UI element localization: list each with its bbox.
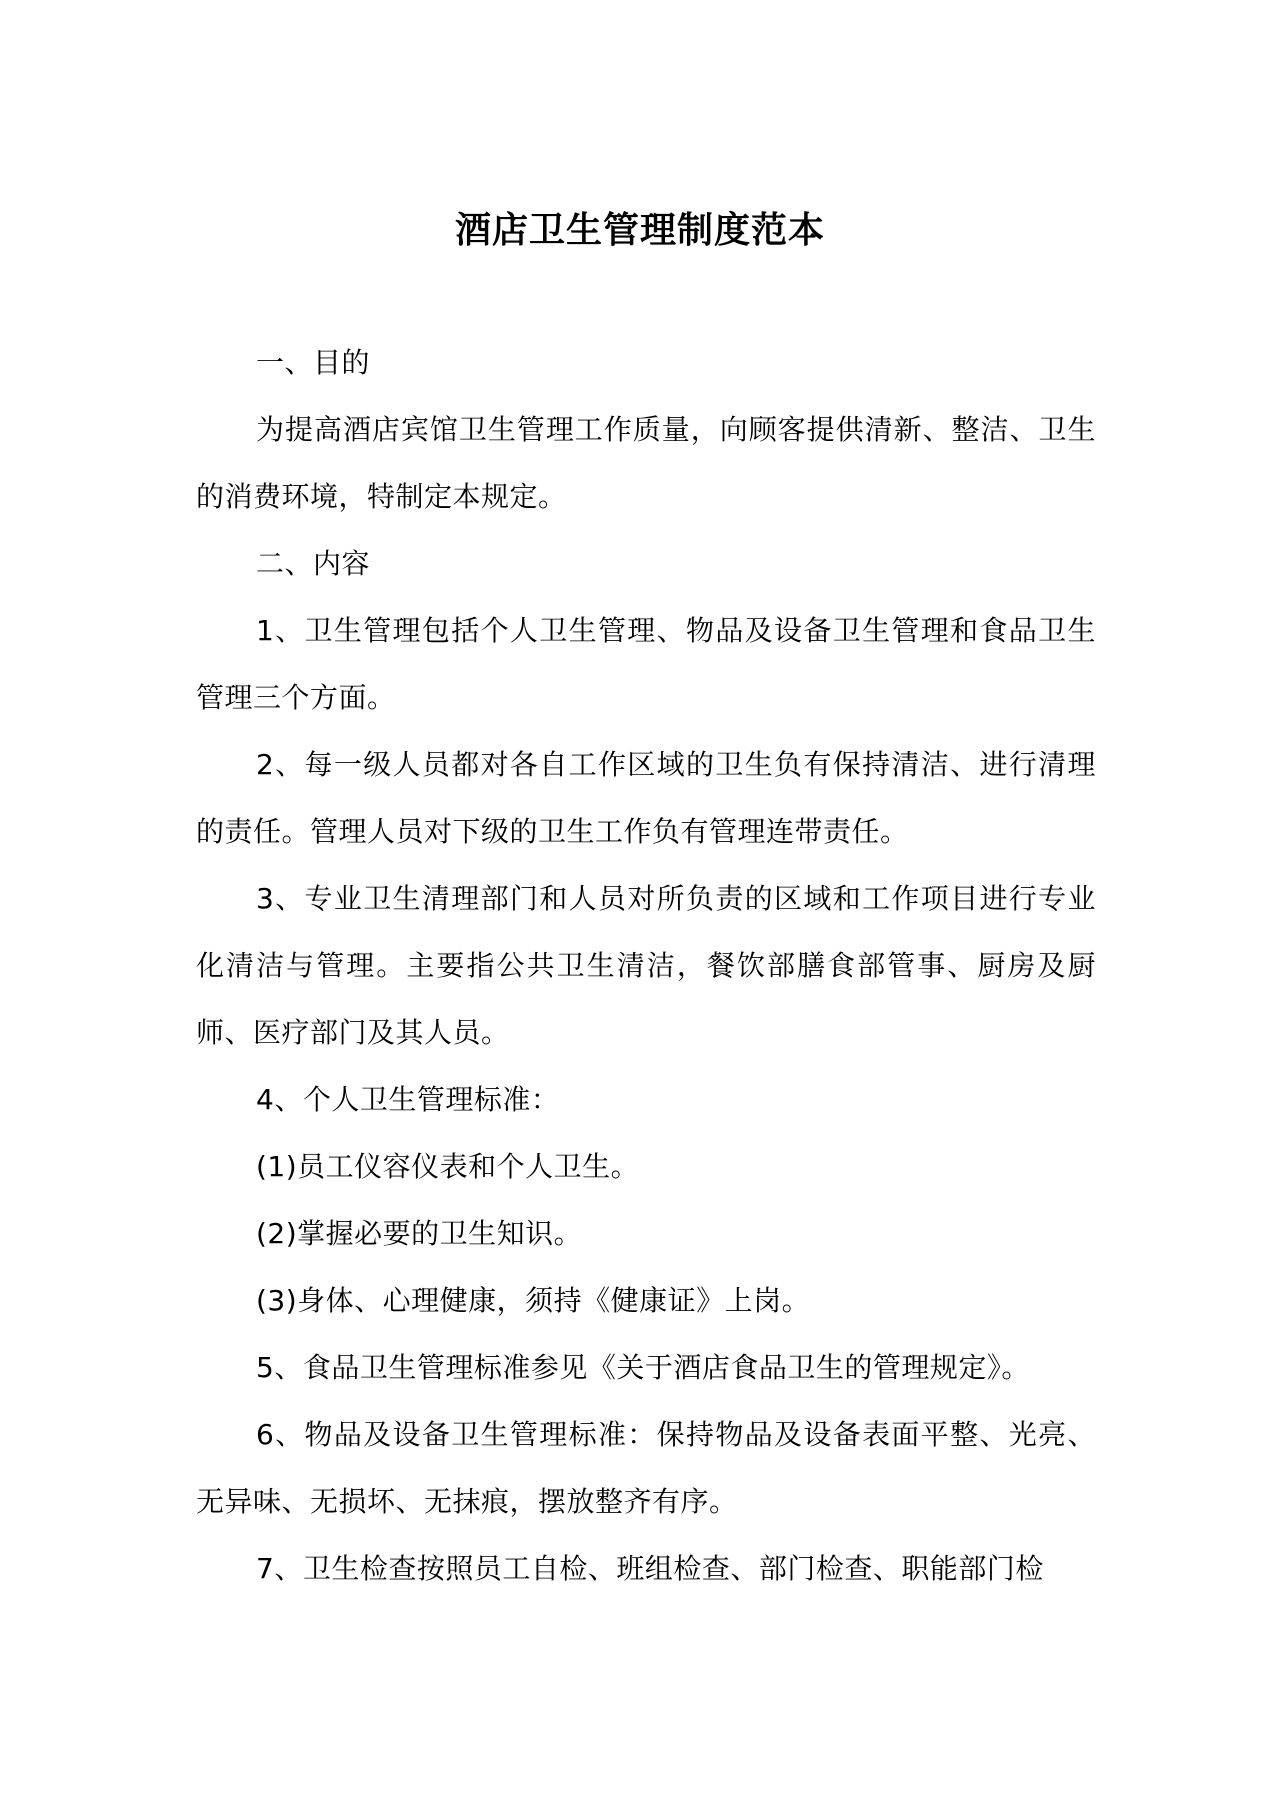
- paragraph-item-5: 5、食品卫生管理标准参见《关于酒店食品卫生的管理规定》。: [256, 1351, 1030, 1384]
- paragraph-item-3: 3、专业卫生清理部门和人员对所负责的区域和工作项目进行专业化清洁与管理。主要指公共卫生清洁，餐饮部膳食部管事、厨房及厨师、医疗部门及其人员。: [196, 882, 1096, 1049]
- paragraph-item-7: 7、卫生检查按照员工自检、班组检查、部门检查、职能部门检: [256, 1552, 1044, 1585]
- paragraph-item-6: 6、物品及设备卫生管理标准：保持物品及设备表面平整、光亮、无异味、无损坏、无抹痕，摆放整齐有序。: [196, 1418, 1096, 1518]
- section-heading-purpose: 一、目的: [256, 346, 371, 379]
- paragraph-item-1: 1、卫生管理包括个人卫生管理、物品及设备卫生管理和食品卫生管理三个方面。: [196, 614, 1096, 714]
- document-body: [196, 329, 1096, 1602]
- section-heading-content: 二、内容: [256, 547, 371, 580]
- paragraph-item-4: 4、个人卫生管理标准：: [256, 1083, 560, 1116]
- paragraph-subitem-1: (1)员工仪容仪表和个人卫生。: [256, 1150, 640, 1183]
- paragraph-item-2: 2、每一级人员都对各自工作区域的卫生负有保持清洁、进行清理的责任。管理人员对下级的卫生工作负有管理连带责任。: [196, 748, 1096, 848]
- paragraph-subitem-2: (2)掌握必要的卫生知识。: [256, 1217, 583, 1250]
- paragraph-subitem-3: (3)身体、心理健康，须持《健康证》上岗。: [256, 1284, 811, 1317]
- paragraph-purpose: 为提高酒店宾馆卫生管理工作质量，向顾客提供清新、整洁、卫生的消费环境，特制定本规定。: [196, 413, 1096, 513]
- document-title: 酒店卫生管理制度范本: [454, 210, 825, 252]
